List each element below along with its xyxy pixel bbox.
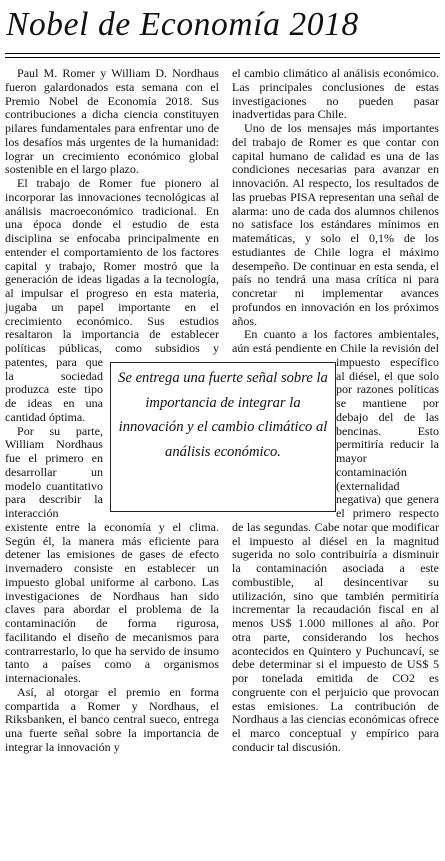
paragraph-2: El trabajo de Romer fue pionero al incorporar las innovaciones tecnológicas al análisis macroeconómico tradicional. En una época donde el estudio de esta disciplina se enfocaba principalmente en entender el comportamiento de los factores capital y trabajo, Romer mostró que la generación de ideas ligadas a la tecnología, al impulsar el progreso en esta materia, jugaba un papel importante en el crecimiento económico. Sus estudios resaltaron la importancia de establecer políticas públicas, como subsidios y patentes, para que la sociedad produzca este tipo de ideas en una cantidad óptima. [5,176,219,424]
title-rule-bottom [5,57,440,58]
paragraph-4: Así, al otorgar el premio en forma compartida a Romer y Nordhaus, el Riksbanken, el banco central sueco, entrega una fuerte señal sobre la importancia de integrar la innovación y [5,684,219,754]
title-rule-top [5,53,440,54]
paragraph-6: En cuanto a los factores ambientales, aún está pendiente en Chile la revisión del impuesto específico al diésel, el que solo por razones políticas se mantiene por debajo del de las bencinas. Esto permitiría reducir la mayor contaminación (externalidad negativa) que genera el primero respecto de las segundas. Cabe notar que modificar el impuesto al diésel en la magnitud sugerida no solo contribuiría a disminuir la contaminación asociada a este combustible, al desincentivar su utilización, sino que también permitiría incrementar la recaudación fiscal en al menos US$ 1.000 millones al año. Por otra parte, considerando los hechos acontecidos en Quintero y Puchuncaví, se debe determinar si el impuesto de US$ 5 por tonelada emitida de CO2 es congruente con el perjuicio que provocan estas emisiones. La contribución de Nordhaus a las ciencias económicas ofrece el marco conceptual y empírico para conducir tal discusión. [232,327,439,754]
pull-quote: Se entrega una fuerte señal sobre la importancia de integrar la innovación y el cambio climático al análisis económico. [110,362,336,512]
paragraph-4-continued: el cambio climático al análisis económico. Las principales conclusiones de estas investigaciones no pueden pasar inadvertidas para Chile. [232,66,439,122]
paragraph-5: Uno de los mensajes más importantes del trabajo de Romer es que contar con capital humano de calidad es una de las condiciones necesarias para avanzar en innovación. Al respecto, los resultados de las pruebas PISA representan una señal de alarma: uno de cada dos alumnos chilenos no satisface los estándares mínimos en matemáticas, y solo el 0,1% de los estudiantes de Chile logra el máximo desempeño. De continuar en esta senda, el país no tendrá una masa crítica ni para concretar ni implementar avances profundos en innovación en los próximos años. [232,121,439,328]
paragraph-3: Por su parte, William Nordhaus fue el primero en desarrollar un modelo cuantitativo para describir la interacción existente entre la economía y el clima. Según él, la manera más eficiente para detener las emisiones de gases de efecto invernadero consiste en establecer un impuesto global uniforme al carbono. Las investigaciones de Nordhaus han sido claves para abordar el problema de la contaminación de forma rigurosa, facilitando el diseño de mecanismos para contrarrestarlo, lo que ha servido de insumo tanto a países como a organismos internacionales. [5,423,219,685]
paragraph-1: Paul M. Romer y William D. Nordhaus fueron galardonados esta semana con el Premio Nobel de Economía 2018. Sus contribuciones a dicha ciencia constituyen pilares fundamentales para enfrentar uno de los desafíos más urgentes de la humanidad: lograr un crecimiento económico global sostenible en el largo plazo. [5,66,219,177]
article-title: Nobel de Economía 2018 [6,6,359,43]
